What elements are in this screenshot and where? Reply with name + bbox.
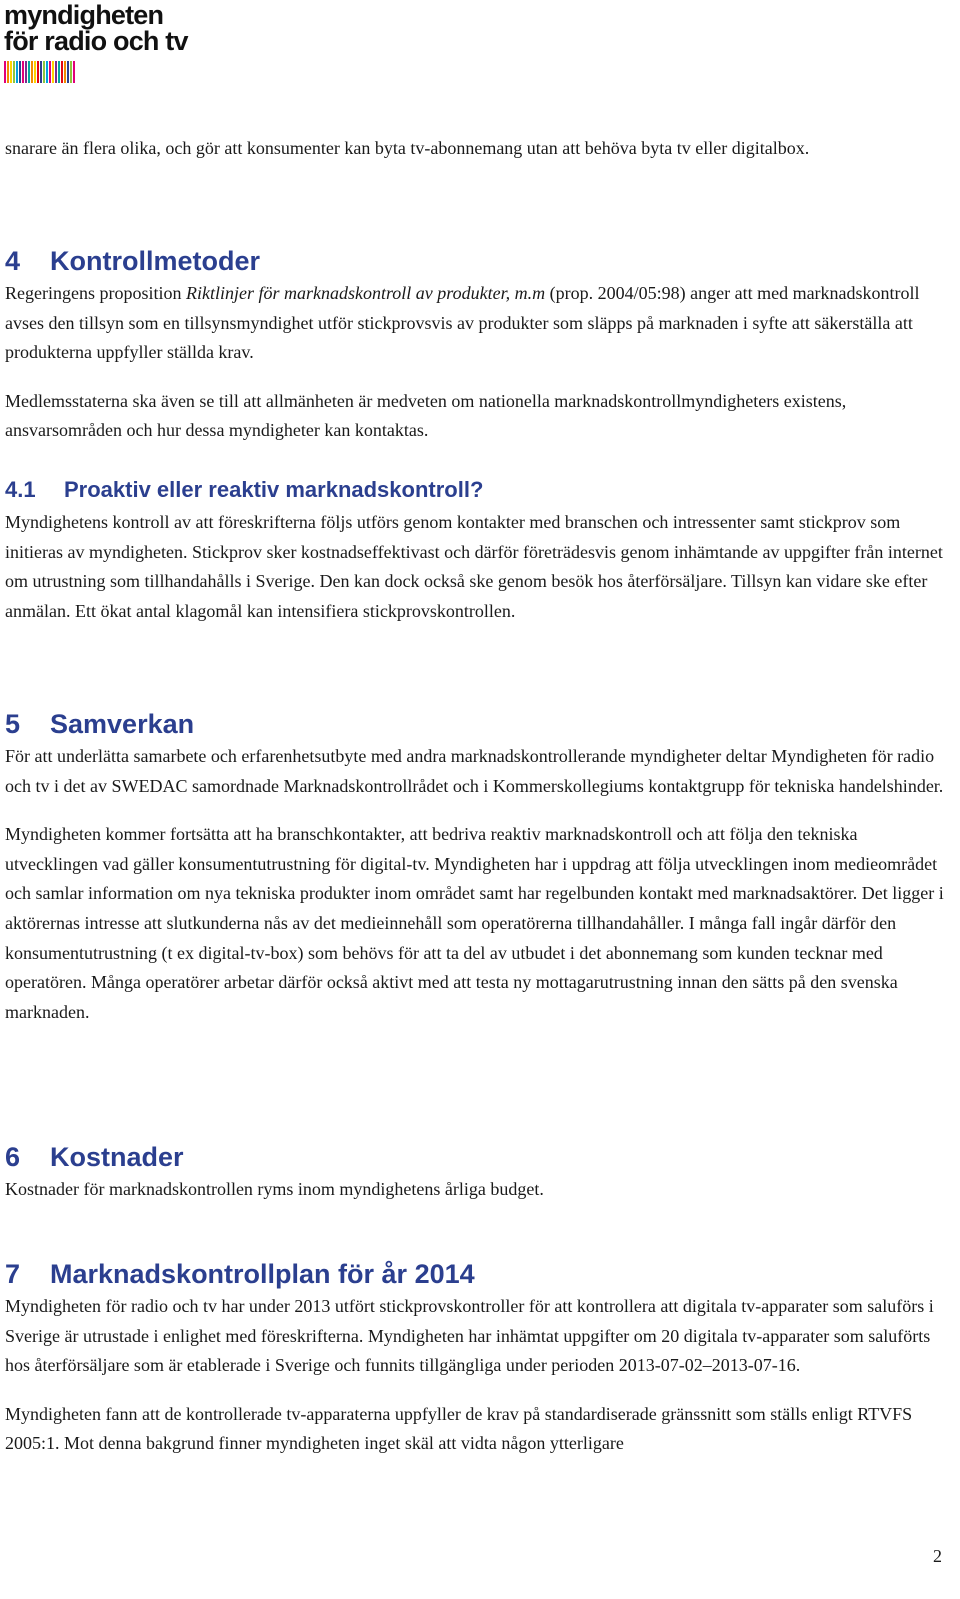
section-4-heading — [5, 245, 945, 277]
intro-paragraph: snarare än flera olika, och gör att konsumenter kan byta tv-abonnemang utan att behöva byta tv eller digitalbox. — [5, 138, 810, 158]
section-6-heading — [5, 1141, 945, 1173]
logo-stripe — [31, 61, 33, 83]
section-4-1-paragraph-1: Myndighetens kontroll av att föreskrifterna följs utförs genom kontakter med branschen och intressenter samt stickprov som initieras av myndigheten. Stickprov sker kostnadseffektivast och därför företrädesvis genom inhämtande av uppgifter från internet om utrustning som tillhandahålls i Sverige. Den kan dock också ske genom besök hos återförsäljare. Tillsyn kan vidare ske efter anmälan. Ett ökat antal klagomål kan intensifiera stickprovskontrollen. — [5, 512, 943, 621]
logo-stripe — [55, 61, 57, 83]
logo-stripe — [28, 61, 30, 83]
agency-logo — [4, 2, 188, 83]
logo-stripe — [64, 61, 66, 83]
section-7 — [5, 1258, 945, 1459]
section-5-paragraph-2: Myndigheten kommer fortsätta att ha branschkontakter, att bedriva reaktiv marknadskontroll och att följa den tekniska utvecklingen vad gäller konsumentutrustning för digital-tv. Myndigheten har i uppdrag att följa utvecklingen inom medieområdet och samlar information om nya tekniska produkter inom området samt har regelbunden kontakt med marknadsaktörer. Det ligger i aktörernas intresse att slutkunderna nås av det medieinnehåll som operatörerna tillhandahåller. I många fall ingår därför den konsumentutrustning (t ex digital-tv-box) som behövs för att ta del av utbudet i det abonnemang som kunden tecknar med operatören. Många operatörer arbetar därför också aktivt med att testa ny mottagarutrustning innan den sätts på den svenska marknaden. — [5, 824, 944, 1022]
section-4-1-number: 4.1 — [5, 477, 36, 502]
logo-stripe — [73, 61, 75, 83]
logo-stripe — [52, 61, 54, 83]
logo-stripe — [16, 61, 18, 83]
section-7-title: Marknadskontrollplan för år 2014 — [50, 1259, 475, 1289]
logo-stripe — [43, 61, 45, 83]
section-5-title: Samverkan — [50, 709, 195, 739]
section-5-number: 5 — [5, 709, 21, 739]
logo-stripe — [13, 61, 15, 83]
section-4-p1-text-a: Regeringens proposition — [5, 283, 186, 303]
logo-stripe — [7, 61, 9, 83]
logo-stripe — [25, 61, 27, 83]
section-7-paragraph-1: Myndigheten för radio och tv har under 2013 utfört stickprovskontroller för att kontrollera att digitala tv-apparater som saluförs i Sverige är utrustade i enlighet med föreskrifterna. Myndigheten har inhämtat uppgifter om 20 digitala tv-apparater som saluförts hos återförsäljare som är etablerade i Sverige och funnits tillgängliga under perioden 2013-07-02–2013-07-16. — [5, 1296, 934, 1376]
logo-text-line-1: myndigheten — [4, 0, 164, 30]
logo-stripe — [70, 61, 72, 83]
section-7-number: 7 — [5, 1259, 21, 1289]
section-4-number: 4 — [5, 246, 21, 276]
section-4-p1-italic-title: Riktlinjer för marknadskontroll av produkter, m.m — [185, 283, 546, 303]
section-5 — [5, 708, 945, 1027]
logo-stripe — [49, 61, 51, 83]
section-5-paragraph-1: För att underlätta samarbete och erfarenhetsutbyte med andra marknadskontrollerande myndigheter deltar Myndigheten för radio och tv i det av SWEDAC samordnade Marknadskontrollrådet och i Kommerskollegiums kontaktgrupp för tekniska handelshinder. — [5, 746, 944, 796]
logo-stripe — [61, 61, 63, 83]
page-number: 2 — [933, 1546, 942, 1566]
logo-stripe — [40, 61, 42, 83]
section-5-heading — [5, 708, 945, 740]
section-4-paragraph-2: Medlemsstaterna ska även se till att allmänheten är medveten om nationella marknadskontrollmyndigheters existens, ansvarsområden och hur dessa myndigheter kan kontaktas. — [5, 390, 847, 441]
logo-stripe — [46, 61, 48, 83]
section-4-paragraph-1 — [5, 279, 945, 368]
section-4-p1-text-b: (prop. 2004/05:98) anger att med marknadskontroll avses den tillsyn som en tillsynsmyndighet utför stickprovsvis av produkter som släpps på marknaden i syfte att säkerställa att produkterna uppfyller ställda krav. — [5, 283, 920, 363]
section-6-number: 6 — [5, 1142, 21, 1172]
section-6 — [5, 1141, 945, 1205]
section-6-paragraph-1: Kostnader för marknadskontrollen ryms inom myndighetens årliga budget. — [5, 1179, 544, 1199]
section-4-title: Kontrollmetoder — [50, 246, 261, 276]
logo-stripe — [34, 61, 36, 83]
logo-stripe — [22, 61, 24, 83]
logo-text-line-2: för radio och tv — [4, 26, 188, 56]
section-6-title: Kostnader — [50, 1142, 184, 1172]
section-4-1-heading — [5, 476, 945, 504]
section-4 — [5, 245, 945, 446]
logo-stripe — [19, 61, 21, 83]
logo-stripe — [58, 61, 60, 83]
section-4-1 — [5, 476, 945, 626]
section-4-1-title: Proaktiv eller reaktiv marknadskontroll? — [64, 477, 484, 502]
logo-stripe — [37, 61, 39, 83]
logo-stripe — [67, 61, 69, 83]
logo-color-stripes — [4, 61, 188, 83]
logo-stripe — [4, 61, 6, 83]
section-7-heading — [5, 1258, 945, 1290]
intro-block — [5, 134, 945, 164]
section-7-paragraph-2: Myndigheten fann att de kontrollerade tv-apparaterna uppfyller de krav på standardiserade gränssnitt som ställs enligt RTVFS 2005:1. Mot denna bakgrund finner myndigheten inget skäl att vidta någon ytterligare — [5, 1403, 913, 1454]
logo-stripe — [10, 61, 12, 83]
